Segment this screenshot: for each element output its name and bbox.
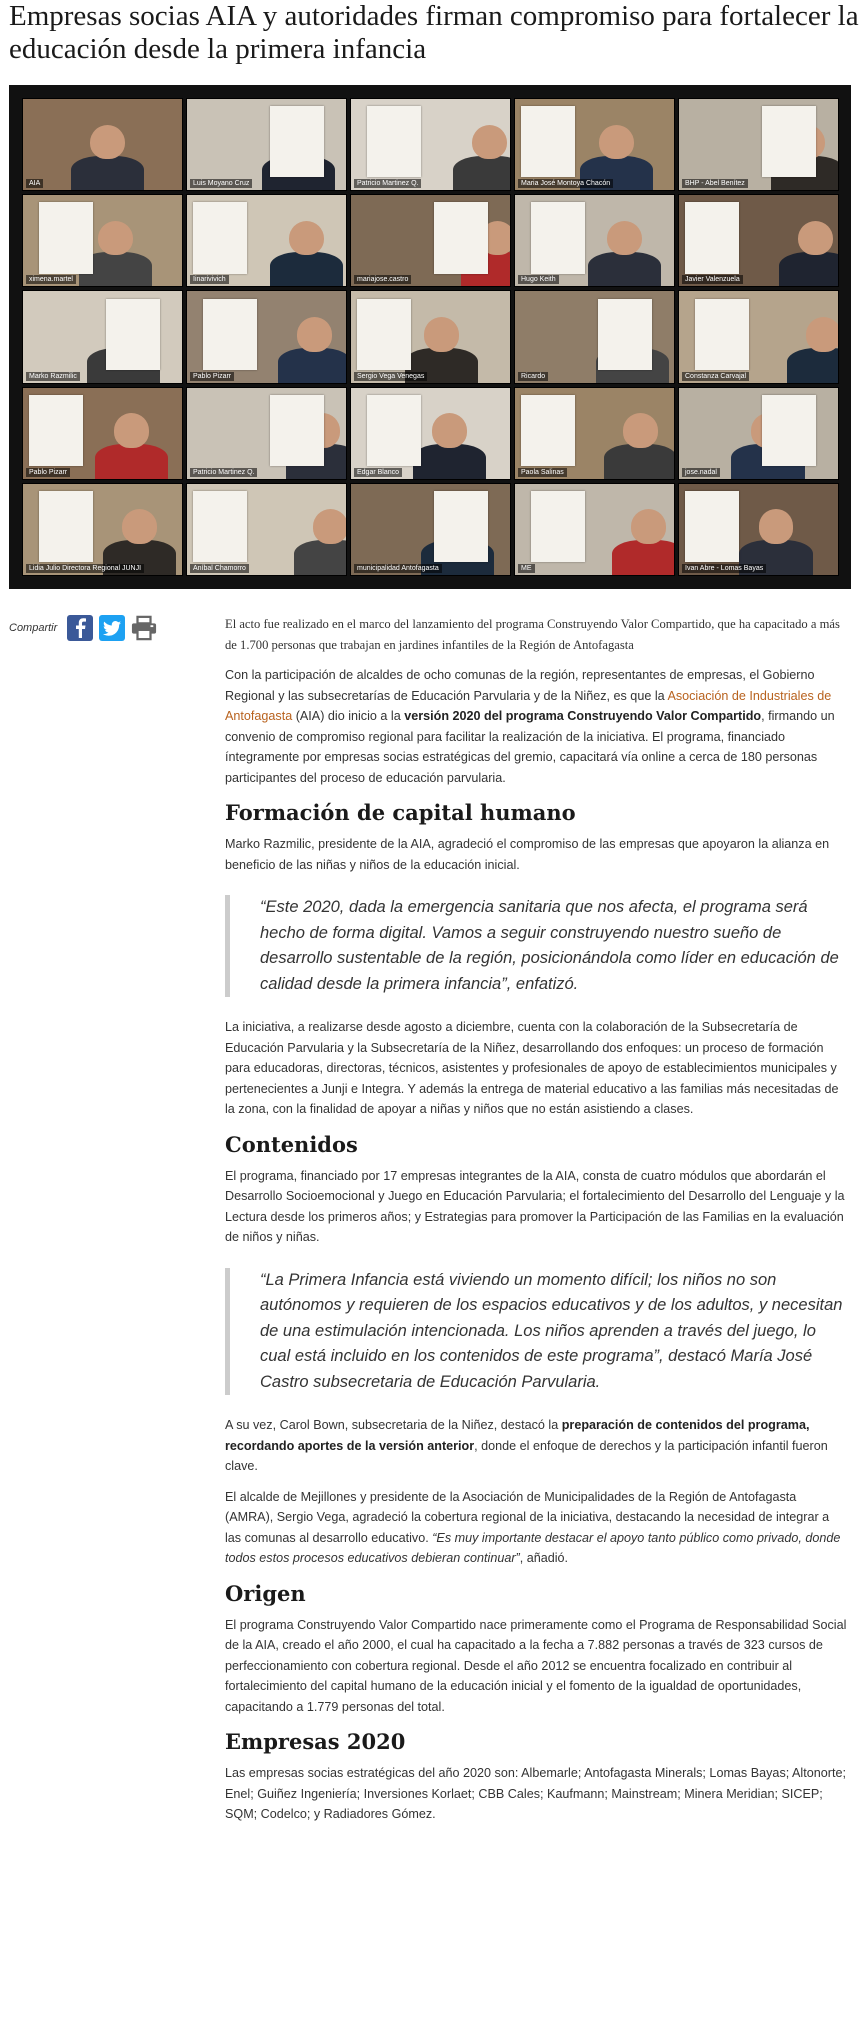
- signed-document: [193, 202, 247, 273]
- text: , añadió.: [519, 1551, 569, 1565]
- participant-name: Marko Razmilic: [26, 372, 80, 381]
- signed-document: [270, 395, 324, 466]
- paragraph-intro: [225, 665, 847, 788]
- signed-document: [270, 106, 324, 177]
- share-bar: [9, 615, 157, 641]
- participant-name: municipalidad Antofagasta: [354, 564, 442, 573]
- participant-name: mariajose.castro: [354, 275, 411, 284]
- participant-tile: [350, 290, 511, 383]
- paragraph-razmilic: Marko Razmilic, presidente de la AIA, agradeció el compromiso de las empresas que apoyaron la alianza en beneficio de las niñas y niños de la educación inicial.: [225, 837, 830, 872]
- participant-head: [313, 509, 347, 544]
- heading-origen: Origen: [225, 1580, 306, 1606]
- participant-tile: [678, 290, 839, 383]
- participant-figure: [453, 156, 511, 191]
- signed-document: [29, 395, 83, 466]
- signed-document: [203, 299, 257, 370]
- text: Con la participación de alcaldes de ocho comunas de la región, representantes de empresas, el Gobierno Regional y las subsecretarías de Educación Parvularia y de la Niñez, es que la: [225, 668, 815, 703]
- participant-tile: [186, 483, 347, 576]
- participant-name: Edgar Blanco: [354, 468, 402, 477]
- participant-tile: [186, 194, 347, 287]
- quote-castro: [225, 1268, 847, 1396]
- paragraph-bown: [225, 1415, 847, 1477]
- participant-name: ME: [518, 564, 535, 573]
- participant-figure: [270, 252, 343, 287]
- participant-head: [98, 221, 133, 256]
- signed-document: [531, 202, 585, 273]
- video-conference-photo: [9, 85, 851, 589]
- article-title: Empresas socias AIA y autoridades firman compromiso para fortalecer la educación desde la primera infancia: [9, 0, 859, 65]
- signed-document: [598, 299, 652, 370]
- participant-name: Aníbal Chamorro: [190, 564, 249, 573]
- paragraph-empresas: Las empresas socias estratégicas del año 2020 son: Albemarle; Antofagasta Minerals; Lomas Bayas; Altonorte; Enel; Guiñez Ingeniería; Inversiones Korlaet; CBB Cales; Kaufmann; Mainstream; Minera Meridian; SICEP; SQM; Codelco; y Radiadores Gómez.: [225, 1766, 846, 1821]
- twitter-icon[interactable]: [99, 615, 125, 641]
- participant-name: BHP - Abel Benítez: [682, 179, 748, 188]
- text: El alcalde de Mejillones y presidente de la Asociación de Municipalidades de la Región de Antofagasta (AMRA), Sergio Vega, agradeció la cobertura regional de la iniciativa, destacando la necesidad de integrar a las comunas al desarrollo educativo.: [225, 1489, 830, 1545]
- participant-name: Paola Salinas: [518, 468, 567, 477]
- participant-tile: [514, 290, 675, 383]
- participant-grid: [22, 98, 839, 576]
- participant-head: [806, 317, 839, 352]
- participant-tile: [186, 290, 347, 383]
- participant-name: Patricio Martinez Q.: [354, 179, 421, 188]
- participant-name: Patricio Martinez Q.: [190, 468, 257, 477]
- text: A su vez, Carol Bown, subsecretaria de la Niñez, destacó la: [225, 1418, 562, 1432]
- participant-name: Ricardo: [518, 372, 548, 381]
- signed-document: [521, 395, 575, 466]
- participant-head: [90, 125, 125, 160]
- participant-tile: [186, 387, 347, 480]
- participant-figure: [294, 540, 347, 575]
- signed-document: [357, 299, 411, 370]
- participant-tile: [350, 98, 511, 191]
- participant-head: [297, 317, 332, 352]
- participant-name: Pablo Pizarr: [190, 372, 234, 381]
- participant-name: ximena.martel: [26, 275, 76, 284]
- article-body: [225, 614, 847, 1835]
- participant-tile: [350, 194, 511, 287]
- participant-tile: [22, 387, 183, 480]
- paragraph-vega: [225, 1487, 847, 1569]
- participant-figure: [278, 348, 347, 383]
- participant-figure: [779, 252, 839, 287]
- participant-name: Javier Valenzuela: [682, 275, 743, 284]
- signed-document: [106, 299, 160, 370]
- participant-head: [599, 125, 634, 160]
- signed-document: [531, 491, 585, 562]
- signed-document: [685, 491, 739, 562]
- participant-head: [122, 509, 157, 544]
- heading-contenidos: Contenidos: [225, 1131, 358, 1157]
- bold-text: versión 2020 del programa Construyendo Valor Compartido: [404, 709, 762, 723]
- share-label: Compartir: [9, 622, 58, 634]
- signed-document: [762, 395, 816, 466]
- participant-name: Luis Moyano Cruz: [190, 179, 252, 188]
- participant-tile: [678, 194, 839, 287]
- participant-head: [631, 509, 666, 544]
- signed-document: [39, 491, 93, 562]
- signed-document: [367, 106, 421, 177]
- participant-head: [114, 413, 149, 448]
- participant-tile: [514, 194, 675, 287]
- participant-figure: [95, 444, 168, 479]
- participant-tile: [678, 98, 839, 191]
- participant-figure: [588, 252, 661, 287]
- participant-tile: [22, 290, 183, 383]
- participant-figure: [413, 444, 486, 479]
- heading-empresas: Empresas 2020: [225, 1729, 406, 1754]
- participant-tile: [22, 98, 183, 191]
- participant-name: Lidia Julio Directora Regional JUNJI: [26, 564, 144, 573]
- participant-head: [432, 413, 467, 448]
- participant-head: [424, 317, 459, 352]
- participant-name: Sergio Vega Venegas: [354, 372, 427, 381]
- participant-head: [759, 509, 794, 544]
- signed-document: [521, 106, 575, 177]
- paragraph-modulos: El programa, financiado por 17 empresas integrantes de la AIA, consta de cuatro módulos que abordarán el Desarrollo Socioemocional y Juego en Educación Parvularia; el fortalecimiento del Desarrollo del Lenguaje y la Lectura desde los primeros años; y Estrategias para promover la Participación de las Familias en la evaluación de niños y niñas.: [225, 1168, 845, 1244]
- participant-tile: [186, 98, 347, 191]
- participant-name: AIA: [26, 179, 43, 188]
- participant-tile: [514, 98, 675, 191]
- participant-head: [289, 221, 324, 256]
- quote-text: “La Primera Infancia está viviendo un momento difícil; los niños no son autónomos y requieren de los espacios educativos y de los adultos, y necesitan de una estimulación intencionada. Los niños aprenden a través del juego, lo cual está incluido en los contenidos de este programa”, destacó María José Castro subsecretaria de Educación Parvularia.: [260, 1270, 843, 1391]
- signed-document: [193, 491, 247, 562]
- signed-document: [39, 202, 93, 273]
- signed-document: [695, 299, 749, 370]
- participant-tile: [22, 194, 183, 287]
- participant-figure: [612, 540, 675, 575]
- participant-tile: [514, 387, 675, 480]
- print-icon[interactable]: [131, 615, 157, 641]
- participant-name: Iinarivivich: [190, 275, 229, 284]
- signed-document: [685, 202, 739, 273]
- participant-figure: [71, 156, 144, 191]
- paragraph-origen: El programa Construyendo Valor Compartido nace primeramente como el Programa de Responsabilidad Social de la AIA, creado el año 2000, el cual ha capacitado a la fecha a 7.882 personas a través de 323 cursos de perfeccionamiento con cobertura regional. Desde el año 2012 se encuentra focalizado en contribuir al fortalecimiento del capital humano de la educación inicial y el fomento de la igualdad de oportunidades, capacitando a 1.779 personas del total.: [225, 1617, 847, 1714]
- participant-tile: [22, 483, 183, 576]
- participant-head: [623, 413, 658, 448]
- quote-razmilic: [225, 895, 847, 997]
- participant-name: Constanza Carvajal: [682, 372, 749, 381]
- participant-name: jose.nadal: [682, 468, 720, 477]
- text: (AIA) dio inicio a la: [292, 709, 405, 723]
- participant-tile: [678, 387, 839, 480]
- bold-text: preparación de contenidos del programa, recordando aportes de la versión anterior: [225, 1418, 810, 1453]
- italic-text: “Es muy importante destacar el apoyo tanto público como privado, donde todos estos procesos educativos debieran continuar”: [225, 1530, 841, 1565]
- text: , donde el enfoque de derechos y la participación infantil fueron clave.: [225, 1438, 828, 1473]
- participant-figure: [604, 444, 675, 479]
- participant-name: Hugo Keith: [518, 275, 559, 284]
- participant-name: Maria José Montoya Chacón: [518, 179, 613, 188]
- signed-document: [367, 395, 421, 466]
- paragraph-iniciativa: La iniciativa, a realizarse desde agosto a diciembre, cuenta con la colaboración de la Subsecretaría de Educación Parvularia y la Subsecretaría de la Niñez, desarrollando dos enfoques: un proceso de formación para educadoras, directoras, técnicos, asistentes y profesionales de apoyo de establecimientos municipales y pertenecientes a Junji e Integra. Y además la entrega de material educativo a las familias más necesitadas de la zona, con la finalidad de apoyar a niñas y niños que no están asistiendo a clases.: [225, 1020, 839, 1116]
- participant-name: Pablo Pizarr: [26, 468, 70, 477]
- quote-text: “Este 2020, dada la emergencia sanitaria que nos afecta, el programa será hecho de forma digital. Vamos a seguir construyendo nuestro sueño de desarrollo sustentable de la región, posicionándola como líder en educación de calidad desde la primera infancia”, enfatizó.: [260, 898, 839, 993]
- signed-document: [762, 106, 816, 177]
- participant-head: [472, 125, 507, 160]
- participant-figure: [787, 348, 839, 383]
- participant-name: Ivan Abre - Lomas Bayas: [682, 564, 766, 573]
- participant-head: [607, 221, 642, 256]
- participant-tile: [678, 483, 839, 576]
- participant-tile: [350, 387, 511, 480]
- signed-document: [434, 202, 488, 273]
- participant-tile: [350, 483, 511, 576]
- article-lead: El acto fue realizado en el marco del lanzamiento del programa Construyendo Valor Compartido, que ha capacitado a más de 1.700 personas que trabajan en jardines infantiles de la Región de Antofagasta: [225, 617, 840, 652]
- aia-link[interactable]: Asociación de Industriales de Antofagasta: [225, 688, 832, 723]
- heading-formacion: Formación de capital humano: [225, 800, 576, 825]
- signed-document: [434, 491, 488, 562]
- text: , firmando un convenio de compromiso regional para facilitar la realización de la iniciativa. El programa, financiado íntegramente por empresas socias estratégicas del gremio, capacitará vía online a cerca de 180 personas participantes del proceso de educación parvularia.: [225, 709, 835, 785]
- participant-tile: [514, 483, 675, 576]
- facebook-icon[interactable]: [67, 615, 93, 641]
- participant-head: [798, 221, 833, 256]
